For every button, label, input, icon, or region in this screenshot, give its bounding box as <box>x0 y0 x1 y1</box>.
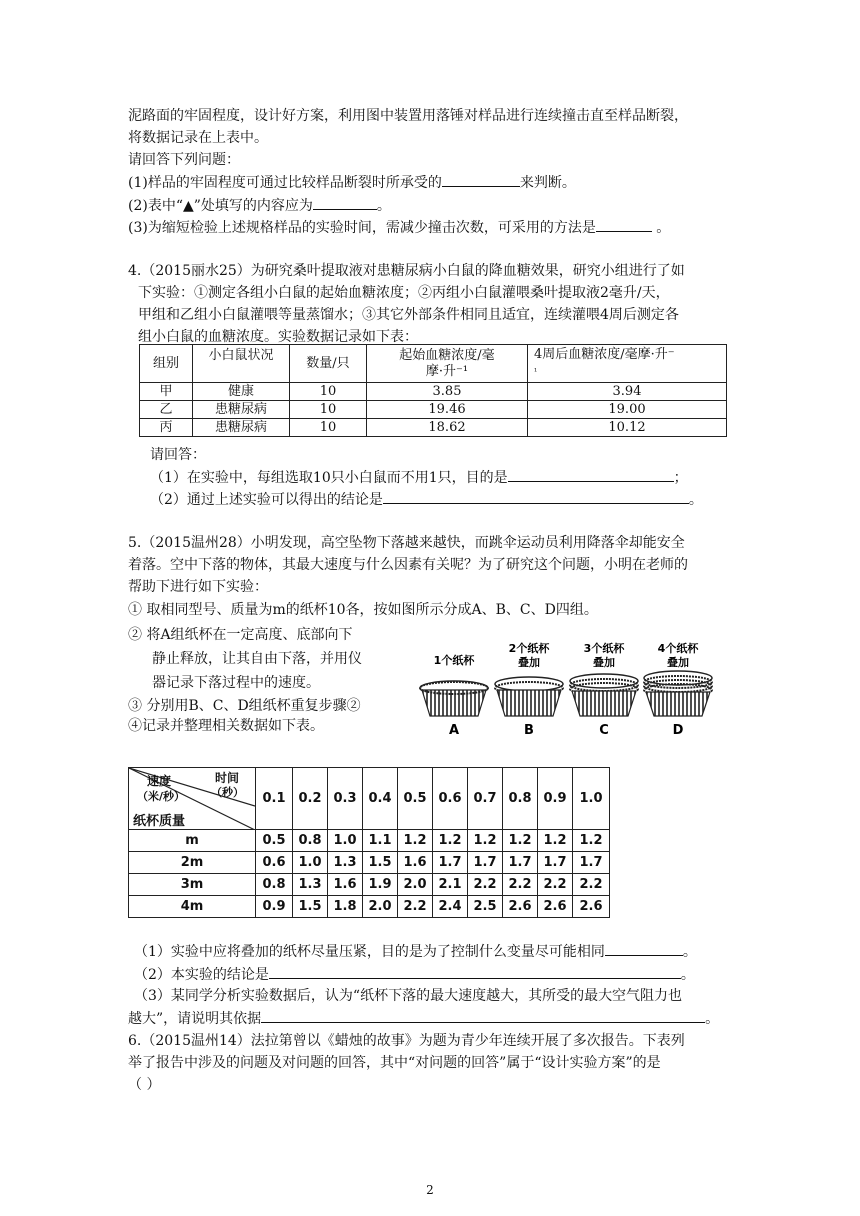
cup-label: C <box>599 723 609 738</box>
question-text: （2）通过上述实验可以得出的结论是 <box>150 492 383 508</box>
cup-caption: 2个纸杯 <box>508 642 550 655</box>
q5-line: 着落。空中下落的物体，其最大速度与什么因素有关呢？为了研究这个问题，小明在老师的 <box>128 557 688 573</box>
answer-blank[interactable] <box>261 1008 705 1023</box>
speed-cell: 1.2 <box>398 830 433 852</box>
table-header: 组别 <box>140 345 193 383</box>
speed-cell: 0.8 <box>256 874 293 896</box>
header-speed-unit: （米/秒） <box>137 790 186 803</box>
table-row <box>129 874 610 896</box>
speed-cell: 1.7 <box>538 852 573 874</box>
answer-blank[interactable] <box>383 489 689 504</box>
question-line <box>128 217 670 238</box>
speed-cell: 1.2 <box>538 830 573 852</box>
speed-cell: 1.8 <box>328 896 363 918</box>
table-cell: 10 <box>290 419 367 437</box>
speed-cell: 1.2 <box>573 830 610 852</box>
table-cell: 甲 <box>140 383 193 401</box>
speed-cell: 2.4 <box>433 896 468 918</box>
question-text: 。 <box>682 944 697 960</box>
table-row <box>129 852 610 874</box>
speed-cell: 1.7 <box>468 852 503 874</box>
q5-step: 器记录下落过程中的速度。 <box>152 675 320 691</box>
speed-cell: 1.6 <box>328 874 363 896</box>
q4-line: 组小白鼠的血糖浓度。实验数据记录如下表： <box>138 329 418 345</box>
header-speed: 速度 <box>147 774 172 788</box>
question-text: 越大”，请说明其依据 <box>128 1011 262 1027</box>
speed-cell: 2.2 <box>503 874 538 896</box>
table-cell: 19.00 <box>528 401 727 419</box>
cup-caption: 4个纸杯 <box>657 642 699 655</box>
question-line <box>128 172 576 193</box>
mass-cell: 4m <box>129 896 256 918</box>
time-header: 0.1 <box>256 768 293 830</box>
q5-line: 帮助下进行如下实验： <box>128 579 268 595</box>
speed-cell: 2.6 <box>573 896 610 918</box>
scan-artifact <box>128 755 728 761</box>
question-line <box>134 941 697 962</box>
question-text: 。 <box>688 492 703 508</box>
speed-cell: 1.1 <box>363 830 398 852</box>
cup-label: D <box>672 723 684 738</box>
speed-cell: 1.5 <box>293 896 328 918</box>
mass-cell: 3m <box>129 874 256 896</box>
speed-cell: 1.2 <box>433 830 468 852</box>
question-text: 。 <box>680 967 695 983</box>
speed-cell: 2.6 <box>538 896 573 918</box>
table-header: 数量/只 <box>290 345 367 383</box>
time-header: 0.9 <box>538 768 573 830</box>
time-header: 0.3 <box>328 768 363 830</box>
table-cell: 10.12 <box>528 419 727 437</box>
table-cell: 3.85 <box>367 383 528 401</box>
table-row <box>129 830 610 852</box>
question-text: 。 <box>376 198 391 214</box>
cup-label: A <box>448 723 460 738</box>
speed-cell: 1.0 <box>328 830 363 852</box>
speed-cell: 1.0 <box>293 852 328 874</box>
speed-cell: 1.2 <box>503 830 538 852</box>
q5-step: ③ 分别用B、C、D组纸杯重复步骤② <box>128 698 361 714</box>
speed-cell: 0.9 <box>256 896 293 918</box>
header-time: 时间 <box>215 771 240 785</box>
header-time-unit: （秒） <box>211 786 244 799</box>
header-part: 4周后血糖浓度/毫摩·升⁻ <box>534 347 675 362</box>
table-row <box>140 401 727 419</box>
q5-step: 静止释放，让其自由下落，并用仪 <box>152 651 362 667</box>
speed-cell: 1.7 <box>573 852 610 874</box>
cup-caption: 叠加 <box>593 656 615 669</box>
speed-cell: 2.0 <box>363 896 398 918</box>
speed-cell: 2.6 <box>503 896 538 918</box>
cup-caption: 1个纸杯 <box>433 654 475 667</box>
table-cell: 患糖尿病 <box>193 419 290 437</box>
q6-answer-bracket[interactable]: （ ） <box>128 1077 161 1093</box>
q4-line: 甲组和乙组小白鼠灌喂等量蒸馏水；③其它外部条件相同且适宜，连续灌喂4周后测定各 <box>138 307 679 323</box>
speed-cell: 2.2 <box>468 874 503 896</box>
paper-cup-icon <box>644 671 712 716</box>
q4-line: 4.（2015丽水25）为研究桑叶提取液对患糖尿病小白鼠的降血糖效果，研究小组进行了如 <box>128 263 685 279</box>
intro-line: 泥路面的牢固程度，设计好方案，利用图中装置用落锤对样品进行连续撞击直至样品断裂， <box>128 108 688 124</box>
q5-line: 5.（2015温州28）小明发现，高空坠物下落越来越快，而跳伞运动员利用降落伞却能安全 <box>128 535 685 551</box>
table-row <box>140 383 727 401</box>
speed-cell: 1.7 <box>433 852 468 874</box>
speed-cell: 1.6 <box>398 852 433 874</box>
paper-cup-icon <box>570 674 638 716</box>
time-header: 0.7 <box>468 768 503 830</box>
paper-cup-icon <box>495 677 563 716</box>
table-row <box>140 419 727 437</box>
answer-blank[interactable] <box>313 195 377 210</box>
answer-blank[interactable] <box>605 941 683 956</box>
time-header: 0.6 <box>433 768 468 830</box>
header-part: ¹ <box>534 367 538 376</box>
question-text: 来判断。 <box>519 175 576 191</box>
intro-line: 将数据记录在上表中。 <box>128 130 268 146</box>
q5-step: ④记录并整理相关数据如下表。 <box>128 718 324 734</box>
q5-step: ① 取相同型号、质量为m的纸杯10各，按如图所示分成A、B、C、D四组。 <box>128 602 598 618</box>
table-cell: 健康 <box>193 383 290 401</box>
header-mass: 纸杯质量 <box>133 814 186 829</box>
table-cell: 乙 <box>140 401 193 419</box>
table-cell: 18.62 <box>367 419 528 437</box>
question-text: ； <box>673 470 688 486</box>
mass-cell: m <box>129 830 256 852</box>
speed-cell: 1.7 <box>503 852 538 874</box>
answer-blank[interactable] <box>508 467 674 482</box>
q5-step: ② 将A组纸杯在一定高度、底部向下 <box>128 627 353 643</box>
table-cell: 丙 <box>140 419 193 437</box>
answer-blank[interactable] <box>596 217 652 232</box>
answer-blank[interactable] <box>269 964 681 979</box>
cup-label: B <box>524 723 534 738</box>
cup-caption: 叠加 <box>667 656 689 669</box>
page-number: 2 <box>426 1183 434 1197</box>
time-header: 0.5 <box>398 768 433 830</box>
question-text: (1)样品的牢固程度可通过比较样品断裂时所承受的 <box>128 175 442 191</box>
question-line <box>128 1008 719 1029</box>
question-line <box>128 195 391 216</box>
speed-cell: 1.3 <box>328 852 363 874</box>
question-text: （1）实验中应将叠加的纸杯尽量压紧，目的是为了控制什么变量尽可能相同 <box>134 944 605 960</box>
speed-cell: 0.6 <box>256 852 293 874</box>
speed-cell: 0.5 <box>256 830 293 852</box>
intro-line: 请回答下列问题： <box>128 152 240 168</box>
time-header: 1.0 <box>573 768 610 830</box>
question-line <box>150 467 688 488</box>
q6-line: 举了报告中涉及的问题及对问题的回答，其中“对问题的回答”属于“设计实验方案”的是 <box>128 1055 661 1071</box>
header-part: 起始血糖浓度/毫 <box>399 347 495 363</box>
speed-cell: 2.2 <box>538 874 573 896</box>
table-cell: 患糖尿病 <box>193 401 290 419</box>
table-cell: 3.94 <box>528 383 727 401</box>
question-text: (3)为缩短检验上述规格样品的实验时间，需减少撞击次数，可采用的方法是 <box>128 220 596 236</box>
cup-speed-table <box>128 767 610 918</box>
speed-cell: 1.5 <box>363 852 398 874</box>
question-text: 。 <box>656 220 671 236</box>
speed-cell: 2.1 <box>433 874 468 896</box>
q4-ask: 请回答： <box>150 447 206 463</box>
speed-cell: 1.2 <box>468 830 503 852</box>
question-text: （1）在实验中，每组选取10只小白鼠而不用1只，目的是 <box>150 470 508 486</box>
question-text: （2）本实验的结论是 <box>134 967 269 983</box>
question-text: (2)表中“▲”处填写的内容应为 <box>128 198 313 214</box>
paper-cup-icon <box>420 681 488 716</box>
table-header <box>367 345 528 383</box>
speed-cell: 2.0 <box>398 874 433 896</box>
q4-line: 下实验：①测定各组小白鼠的起始血糖浓度；②丙组小白鼠灌喂桑叶提取液2毫升/天， <box>138 285 670 301</box>
header-part: 摩·升⁻¹ <box>425 363 469 379</box>
cup-caption: 3个纸杯 <box>583 642 625 655</box>
question-line: （3）某同学分析实验数据后，认为“纸杯下落的最大速度越大，其所受的最大空气阻力也 <box>134 988 683 1004</box>
answer-blank[interactable] <box>442 172 520 187</box>
q6-line: 6.（2015温州14）法拉第曾以《蜡烛的故事》为题为青少年连续开展了多次报告。下表列 <box>128 1033 685 1049</box>
table-cell: 10 <box>290 383 367 401</box>
speed-cell: 1.3 <box>293 874 328 896</box>
speed-cell: 0.8 <box>293 830 328 852</box>
table-header: 小白鼠状况 <box>193 345 290 383</box>
table-cell: 19.46 <box>367 401 528 419</box>
speed-cell: 2.2 <box>398 896 433 918</box>
time-header: 0.8 <box>503 768 538 830</box>
speed-cell: 1.9 <box>363 874 398 896</box>
time-header: 0.2 <box>293 768 328 830</box>
speed-cell: 2.5 <box>468 896 503 918</box>
table-row <box>129 896 610 918</box>
question-text: 。 <box>705 1011 720 1027</box>
blood-sugar-table <box>139 344 727 437</box>
time-header: 0.4 <box>363 768 398 830</box>
cup-caption: 叠加 <box>518 656 540 669</box>
table-header <box>528 345 727 383</box>
paper-cups-figure <box>414 640 720 740</box>
mass-cell: 2m <box>129 852 256 874</box>
diagonal-header-cell <box>129 768 256 830</box>
table-cell: 10 <box>290 401 367 419</box>
speed-cell: 2.2 <box>573 874 610 896</box>
question-line <box>134 964 695 985</box>
question-line <box>150 489 703 510</box>
